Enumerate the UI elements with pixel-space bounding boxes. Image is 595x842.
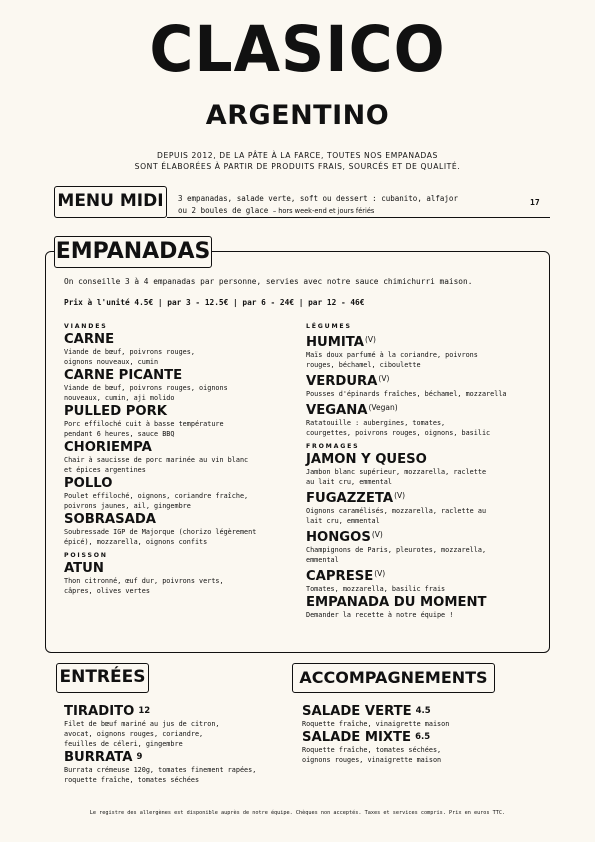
menu-item-price: 9 [136, 752, 143, 762]
menu-midi-line [178, 205, 458, 217]
menu-item-description: Roquette fraîche, tomates séchées, oignons rouges, vinaigrette maison [302, 746, 442, 764]
menu-item-title: SALADE VERTE [302, 704, 412, 719]
menu-item-description: Viande de bœuf, poivrons rouges, oignons nouveaux, cumin [64, 348, 195, 366]
menu-item-title: JAMON Y QUESO [306, 452, 427, 467]
menu-item-title: PULLED PORK [64, 404, 167, 419]
menu-item-description: Maïs doux parfumé à la coriandre, poivrons rouges, béchamel, ciboulette [306, 351, 478, 369]
tagline-line: DEPUIS 2012, DE LA PÂTE À LA FARCE, TOUTES NOS EMPANADAS [157, 151, 438, 160]
menu-item-name [306, 595, 546, 610]
diet-badge: (V) [374, 569, 386, 578]
menu-item-title: FUGAZZETA [306, 491, 394, 506]
menu-midi-description [178, 193, 458, 217]
footer-note: Le registre des allergènes est disponible auprès de notre équipe. Chèques non acceptés. Taxes et services compris. Prix en euros TTC. [89, 810, 506, 816]
menu-item-title: CARNE PICANTE [64, 368, 183, 383]
menu-item-name [306, 527, 546, 545]
empanadas-right-column [306, 318, 546, 621]
menu-item-title: ATUN [64, 561, 104, 576]
brand-subtitle: ARGENTINO [205, 100, 390, 131]
menu-item-title: HONGOS [306, 530, 371, 545]
empanadas-left-column [64, 318, 304, 597]
menu-item-title: EMPANADA DU MOMENT [306, 595, 487, 610]
menu-item-description: Soubressade IGP de Majorque (chorizo légèrement épicé), mozzarella, oignons confits [64, 528, 257, 546]
menu-item-name [306, 566, 546, 584]
menu-item-description: Ratatouille : aubergines, tomates, courgettes, poivrons rouges, oignons, basilic [306, 419, 491, 437]
diet-badge: (Vegan) [368, 403, 398, 412]
menu-item-name [64, 561, 304, 576]
menu-item-name [64, 368, 304, 383]
menu-item-price: 12 [138, 706, 151, 716]
menu-item-name [306, 371, 546, 389]
menu-item-name [64, 476, 304, 491]
diet-badge: (V) [378, 374, 390, 383]
entrees-title: ENTRÉES [56, 663, 149, 693]
menu-item-description: Chair à saucisse de porc marinée au vin blanc et épices argentines [64, 456, 249, 474]
menu-item-title: CHORIEMPA [64, 440, 152, 455]
category-label: LÉGUMES [306, 323, 352, 330]
menu-item-description: Champignons de Paris, pleurotes, mozzarella, emmental [306, 546, 487, 564]
menu-item-description: Burrata crémeuse 120g, tomates finement rapées, roquette fraîche, tomates séchées [64, 766, 257, 784]
diet-badge: (V) [394, 491, 406, 500]
tagline-line: SONT ÉLABORÉES À PARTIR DE PRODUITS FRAIS, SOURCÉS ET DE QUALITÉ. [134, 162, 461, 171]
empanadas-prices: Prix à l'unité 4.5€ | par 3 - 12.5€ | par 6 - 24€ | par 12 - 46€ [64, 298, 365, 307]
diet-badge: (V) [364, 335, 376, 344]
menu-item-price: 6.5 [415, 732, 431, 742]
menu-item-description: Poulet effiloché, oignons, coriandre fraîche, poivrons jaunes, ail, gingembre [64, 492, 249, 510]
menu-item-name [64, 750, 294, 765]
menu-item-title: TIRADITO [64, 704, 135, 719]
tagline [0, 150, 595, 172]
menu-midi-price: 17 [530, 198, 540, 207]
empanadas-title: EMPANADAS [54, 236, 212, 268]
menu-item-name [64, 404, 304, 419]
menu-item-description: Roquette fraîche, vinaigrette maison [302, 720, 450, 728]
divider [167, 217, 550, 218]
menu-item-title: HUMITA [306, 335, 364, 350]
menu-item-description: Tomates, mozzarella, basilic frais [306, 585, 446, 593]
menu-item-name [64, 440, 304, 455]
menu-item-name [302, 704, 532, 719]
brand-title: CLASICO [149, 12, 446, 88]
menu-item-description: Filet de bœuf mariné au jus de citron, avocat, oignons rouges, coriandre, feuilles de céleri, gingembre [64, 720, 220, 748]
menu-item-description: Demander la recette à notre équipe ! [306, 611, 454, 619]
menu-item-description: Viande de bœuf, poivrons rouges, oignons nouveaux, cumin, aji molido [64, 384, 228, 402]
menu-item-description: Oignons caramélisés, mozzarella, raclette au lait cru, emmental [306, 507, 487, 525]
menu-midi-line: 3 empanadas, salade verte, soft ou dessert : cubanito, alfajor [178, 194, 458, 203]
menu-item-title: BURRATA [64, 750, 133, 765]
menu-item-name [306, 332, 546, 350]
category-label: POISSON [64, 552, 108, 559]
menu-midi-line-note: – hors week-end et jours fériés [272, 207, 375, 215]
empanadas-intro: On conseille 3 à 4 empanadas par personne, servies avec notre sauce chimichurri maison. [64, 277, 473, 286]
category-label: VIANDES [64, 323, 108, 330]
menu-item-description: Thon citronné, œuf dur, poivrons verts, câpres, olives vertes [64, 577, 224, 595]
menu-item-title: CARNE [64, 332, 115, 347]
diet-badge: (V) [371, 530, 383, 539]
menu-item-name [306, 400, 546, 418]
menu-item-title: SALADE MIXTE [302, 730, 412, 745]
menu-item-title: CAPRESE [306, 569, 374, 584]
accompagnements-list [302, 703, 532, 766]
category-label: FROMAGES [306, 443, 360, 450]
menu-midi-line-main: ou 2 boules de glace [178, 206, 269, 215]
menu-item-title: VEGANA [306, 403, 368, 418]
menu-midi-label: MENU MIDI [54, 186, 167, 218]
menu-item-title: SOBRASADA [64, 512, 156, 527]
menu-item-name [64, 704, 294, 719]
menu-item-description: Jambon blanc supérieur, mozzarella, raclette au lait cru, emmental [306, 468, 487, 486]
menu-item-title: VERDURA [306, 374, 378, 389]
menu-item-name [302, 730, 532, 745]
menu-item-description: Porc effiloché cuit à basse température pendant 6 heures, sauce BBQ [64, 420, 224, 438]
menu-item-name [306, 488, 546, 506]
menu-item-name [64, 332, 304, 347]
menu-item-name [306, 452, 546, 467]
menu-item-description: Pousses d'épinards fraîches, béchamel, mozzarella [306, 390, 507, 398]
menu-item-title: POLLO [64, 476, 113, 491]
accompagnements-title: ACCOMPAGNEMENTS [292, 663, 495, 693]
menu-item-name [64, 512, 304, 527]
entrees-list [64, 703, 294, 786]
menu-item-price: 4.5 [415, 706, 431, 716]
